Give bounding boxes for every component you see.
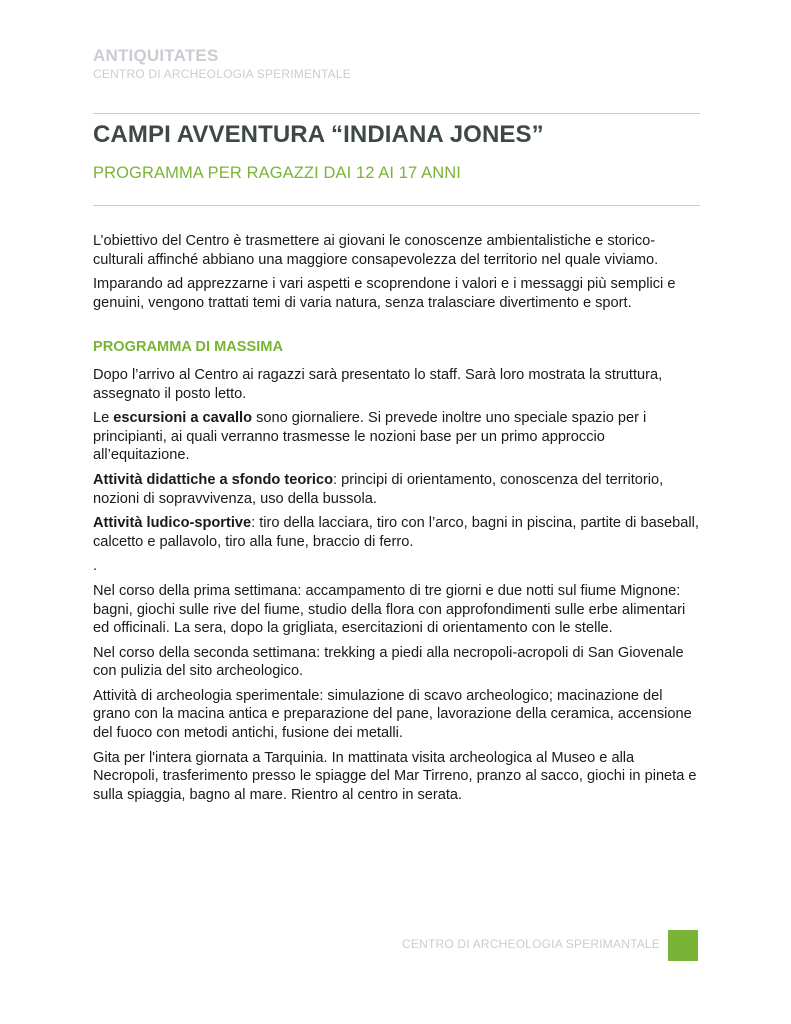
program-paragraph-6: Nel corso della seconda settimana: trekking a piedi alla necropoli-acropoli di San Giovenale con pulizia del sito archeologico.: [93, 644, 684, 680]
program-paragraph-4: [93, 514, 703, 551]
page-title: CAMPI AVVENTURA “INDIANA JONES”: [93, 121, 544, 148]
section-heading: PROGRAMMA DI MASSIMA: [93, 339, 283, 356]
program-paragraph-1: Dopo l’arrivo al Centro ai ragazzi sarà presentato lo staff. Sarà loro mostrata la struttura, assegnato il posto letto.: [93, 366, 663, 402]
p3-text: : principi di orientamento, conoscenza del territorio, nozioni di sopravvivenza, uso della bussola.: [93, 471, 664, 507]
p3-bold-term: Attività didattiche a sfondo teorico: [93, 471, 334, 488]
intro-paragraph-1: L’obiettivo del Centro è trasmettere ai giovani le conoscenze ambientalistiche e storico-culturali affinché abbiano una maggiore consapevolezza del territorio nel quale viviamo.: [93, 233, 659, 268]
footer-accent-box: [668, 930, 698, 961]
p2-text: sono giornaliere. Si prevede inoltre uno speciale spazio per i principianti, ai quali verranno trasmesse le nozioni base per un primo approccio all’equitazione.: [93, 410, 647, 464]
top-divider: [93, 113, 700, 114]
p4-text: : tiro della lacciara, tiro con l’arco, bagni in piscina, partite di baseball, calcetto e pallavolo, tiro alla fune, braccio di ferro.: [93, 515, 699, 550]
program-paragraph-2: [93, 409, 703, 465]
p4-bold-term: Attività ludico-sportive: [93, 515, 252, 532]
footer-text: CENTRO DI ARCHEOLOGIA SPERIMANTALE: [402, 937, 660, 951]
intro-paragraph-2: Imparando ad apprezzarne i vari aspetti e scoprendone i valori e i messaggi più semplici e genuini, vengono trattati temi di varia natura, senza tralasciare divertimento e sport.: [93, 276, 676, 311]
org-subtitle: CENTRO DI ARCHEOLOGIA SPERIMENTALE: [93, 67, 351, 81]
program-paragraph-5: Nel corso della prima settimana: accampamento di tre giorni e due notti sul fiume Mignone: bagni, giochi sulle rive del fiume, studio della flora con approfondimenti sulle erbe alimentari ed officinali. La sera, dopo la grigliata, esercitazioni di orientamento con le stelle.: [93, 582, 686, 637]
title-divider: [93, 205, 700, 206]
document-body: [93, 232, 703, 810]
program-paragraph-3: [93, 471, 703, 508]
org-name: ANTIQUITATES: [93, 46, 219, 65]
page-subtitle: PROGRAMMA PER RAGAZZI DAI 12 AI 17 ANNI: [93, 164, 461, 182]
p2-bold-term: escursioni a cavallo: [113, 410, 253, 427]
separator-dot: .: [93, 558, 98, 575]
program-paragraph-8: Gita per l'intera giornata a Tarquinia. In mattinata visita archeologica al Museo e alla Necropoli, trasferimento presso le spiagge del Mar Tirreno, pranzo al sacco, giochi in pineta e sulla spiaggia, bagno al mare. Rientro al centro in serata.: [93, 749, 697, 803]
program-paragraph-7: Attività di archeologia sperimentale: simulazione di scavo archeologico; macinazione del grano con la macina antica e preparazione del pane, lavorazione della ceramica, accensione del fuoco con metodi antichi, fusione dei metalli.: [93, 687, 692, 742]
p2-prefix: Le: [93, 410, 114, 427]
